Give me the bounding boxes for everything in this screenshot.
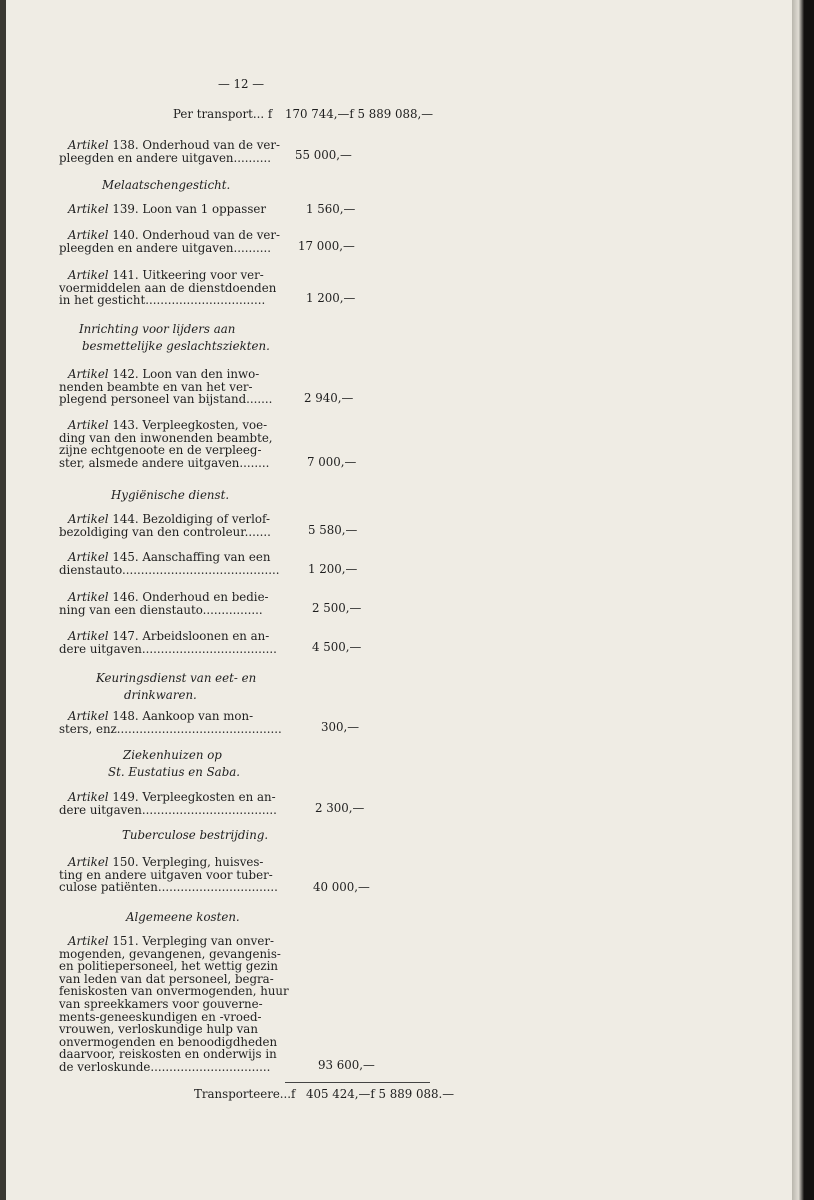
artikel-label: Artikel xyxy=(68,202,109,216)
entry-text: zijne echtgenoote en de verpleeg- xyxy=(59,443,262,458)
artikel-label: Artikel xyxy=(68,934,109,948)
entry-text: de verloskunde................................ xyxy=(59,1060,271,1074)
entry-text: 145. Aanschaffing van een xyxy=(108,550,271,564)
artikel-label: Artikel xyxy=(68,268,109,282)
entry-text: 150. Verpleging, huisves- xyxy=(108,855,264,869)
artikel-label: Artikel xyxy=(68,418,109,432)
entry-text: ting en andere uitgaven voor tuber- xyxy=(59,867,273,882)
sum-rule xyxy=(285,1082,430,1083)
entry-line xyxy=(59,563,279,577)
entry-text: pleegden en andere uitgaven.......... xyxy=(59,150,272,165)
transporteere-amounts: 405 424,—f 5 889 088.— xyxy=(306,1087,455,1101)
artikel-label: Artikel xyxy=(68,709,109,723)
artikel-label: Artikel xyxy=(68,590,109,604)
entry-line xyxy=(59,803,277,817)
entry-line xyxy=(59,1060,270,1074)
entry-text: dere uitgaven.................................... xyxy=(59,802,277,817)
entry-text: 139. Loon van 1 oppasser xyxy=(108,202,266,216)
entry-text: 151. Verpleging van onver- xyxy=(108,934,274,948)
entry-text: 140. Onderhoud van de ver- xyxy=(108,228,280,242)
section-heading: Ziekenhuizen op xyxy=(123,748,222,762)
entry-text: 146. Onderhoud en bedie- xyxy=(108,590,269,604)
entry-text: culose patiënten................................ xyxy=(59,880,278,895)
artikel-label: Artikel xyxy=(68,138,109,152)
entry-amount: 1 200,— xyxy=(308,562,358,576)
artikel-label: Artikel xyxy=(68,855,109,869)
entry-line xyxy=(68,202,266,216)
section-heading: Tuberculose bestrijding. xyxy=(122,828,269,842)
section-heading: Inrichting voor lijders aan xyxy=(79,322,236,336)
entry-text: van leden van dat personeel, begra- xyxy=(59,971,274,986)
entry-amount: 1 560,— xyxy=(306,202,356,216)
entry-text: dere uitgaven.................................... xyxy=(59,641,277,656)
artikel-label: Artikel xyxy=(68,629,109,643)
transport-label: Per transport... f xyxy=(173,107,273,121)
entry-text: voermiddelen aan de dienstdoenden xyxy=(59,280,277,295)
artikel-label: Artikel xyxy=(68,512,109,526)
entry-line xyxy=(59,722,282,736)
entry-text: ning van een dienstauto................ xyxy=(59,602,263,617)
book-gutter xyxy=(792,0,814,1200)
entry-text: ments-geneeskundigen en -vroed- xyxy=(59,1009,262,1024)
entry-text: 148. Aankoop van mon- xyxy=(108,709,254,723)
entry-text: onvermogenden en benoodigdheden xyxy=(59,1034,278,1049)
section-heading: besmettelijke geslachtsziekten. xyxy=(82,339,270,353)
artikel-label: Artikel xyxy=(68,790,109,804)
entry-line xyxy=(59,241,271,255)
entry-amount: 17 000,— xyxy=(298,239,355,253)
document-page xyxy=(6,0,792,1200)
section-heading: Hygiënische dienst. xyxy=(111,488,230,502)
entry-text: ding van den inwonenden beambte, xyxy=(59,430,273,445)
entry-text: 142. Loon van den inwo- xyxy=(108,367,260,381)
entry-line xyxy=(59,880,278,894)
entry-line xyxy=(59,603,263,617)
entry-amount: 40 000,— xyxy=(313,880,370,894)
entry-text: daarvoor, reiskosten en onderwijs in xyxy=(59,1047,277,1062)
entry-amount: 300,— xyxy=(321,720,360,734)
entry-text: dienstauto.......................................... xyxy=(59,562,280,577)
entry-line xyxy=(59,392,272,406)
entry-text: 147. Arbeidsloonen en an- xyxy=(108,629,270,643)
page-number: — 12 — xyxy=(218,77,265,91)
entry-text: nenden beambte en van het ver- xyxy=(59,379,253,394)
entry-text: bezoldiging van den controleur....... xyxy=(59,524,271,539)
entry-text: mogenden, gevangenen, gevangenis- xyxy=(59,946,281,961)
entry-amount: 2 500,— xyxy=(312,601,362,615)
entry-text: feniskosten van onvermogenden, huur xyxy=(59,984,289,999)
section-heading: drinkwaren. xyxy=(124,688,197,702)
section-heading: Algemeene kosten. xyxy=(126,910,240,924)
entry-text: 149. Verpleegkosten en an- xyxy=(108,790,276,804)
entry-line xyxy=(59,293,265,307)
artikel-label: Artikel xyxy=(68,550,109,564)
section-heading: St. Eustatius en Saba. xyxy=(108,765,241,779)
entry-text: ster, alsmede andere uitgaven........ xyxy=(59,455,270,470)
entry-text: 143. Verpleegkosten, voe- xyxy=(108,418,268,432)
entry-amount: 93 600,— xyxy=(318,1058,375,1072)
entry-text: plegend personeel van bijstand....... xyxy=(59,392,273,407)
entry-line xyxy=(59,456,269,470)
entry-line xyxy=(59,525,271,539)
artikel-label: Artikel xyxy=(68,228,109,242)
entry-text: van spreekkamers voor gouverne- xyxy=(59,997,263,1011)
entry-amount: 1 200,— xyxy=(306,291,356,305)
entry-line xyxy=(59,151,271,165)
transporteere-label: Transporteere...f xyxy=(194,1087,296,1101)
entry-line xyxy=(59,642,277,656)
entry-text: in het gesticht................................ xyxy=(59,293,266,308)
entry-text: vrouwen, verloskundige hulp van xyxy=(59,1022,258,1037)
entry-text: 138. Onderhoud van de ver- xyxy=(108,138,280,152)
artikel-label: Artikel xyxy=(68,367,109,381)
entry-amount: 2 940,— xyxy=(304,391,354,405)
entry-amount: 7 000,— xyxy=(307,455,357,469)
entry-amount: 55 000,— xyxy=(295,148,352,162)
entry-text: 144. Bezoldiging of verlof- xyxy=(108,512,270,526)
section-heading: Melaatschengesticht. xyxy=(102,178,231,192)
entry-amount: 2 300,— xyxy=(315,801,365,815)
section-heading: Keuringsdienst van eet- en xyxy=(96,671,257,685)
entry-amount: 4 500,— xyxy=(312,640,362,654)
entry-text: en politiepersoneel, het wettig gezin xyxy=(59,959,279,974)
entry-amount: 5 580,— xyxy=(308,523,358,537)
entry-text: pleegden en andere uitgaven.......... xyxy=(59,240,272,255)
transport-amounts: 170 744,—f 5 889 088,— xyxy=(285,107,434,121)
entry-text: 141. Uitkeering voor ver- xyxy=(108,268,264,282)
entry-text: sters, enz............................................ xyxy=(59,721,282,736)
